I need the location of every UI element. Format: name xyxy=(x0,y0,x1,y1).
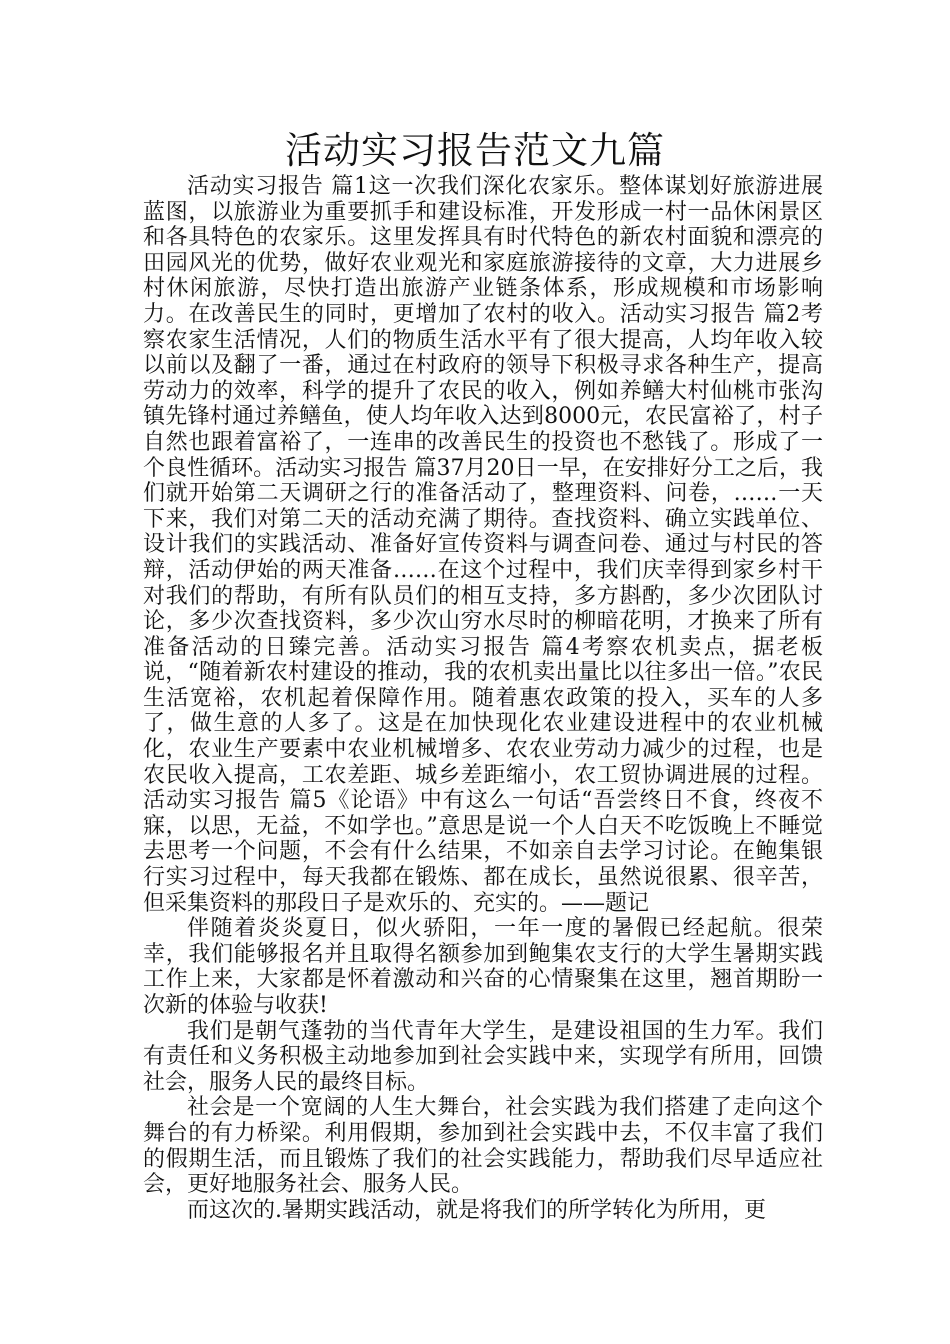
paragraph-3: 我们是朝气蓬勃的当代青年大学生，是建设祖国的生力军。我们有责任和义务积极主动地参加到社会实践中来，实现学有所用，回馈社会，服务人民的最终目标。 xyxy=(143,1018,823,1095)
paragraph-2: 伴随着炎炎夏日，似火骄阳，一年一度的暑假已经起航。很荣幸，我们能够报名并且取得名额参加到鲍集农支行的大学生暑期实践工作上来，大家都是怀着激动和兴奋的心情聚集在这里，翘首期盼一次新的体验与收获! xyxy=(143,916,823,1018)
paragraph-5: 而这次的.暑期实践活动，就是将我们的所学转化为所用，更 xyxy=(187,1197,766,1223)
paragraph-1: 活动实习报告 篇1这一次我们深化农家乐。整体谋划好旅游进展蓝图，以旅游业为重要抓手和建设标准，开发形成一村一品休闲景区和各具特色的农家乐。这里发挥具有时代特色的新农村面貌和漂亮的田园风光的优势，做好农业观光和家庭旅游接待的文章，大力进展乡村休闲旅游，尽快打造出旅游产业链条体系，形成规模和市场影响力。在改善民生的同时，更增加了农村的收入。活动实习报告 篇2考察农家生活情况，人们的物质生活水平有了很大提高，人均年收入较以前以及翻了一番，通过在村政府的领导下积极寻求各种生产，提高劳动力的效率，科学的提升了农民的收入，例如养鳝大村仙桃市张沟镇先锋村通过养鳝鱼，使人均年收入达到8000元，农民富裕了，村子自然也跟着富裕了，一连串的改善民生的投资也不愁钱了。形成了一个良性循环。活动实习报告 篇37月20日一早，在安排好分工之后，我们就开始第二天调研之行的准备活动了，整理资料、问卷，……一天下来，我们对第二天的活动充满了期待。查找资料、确立实践单位、设计我们的实践活动、准备好宣传资料与调查问卷、通过与村民的答辩，活动伊始的两天准备……在这个过程中，我们庆幸得到家乡村干对我们的帮助，有所有队员们的相互支持，多方斟酌，多少次团队讨论，多少次查找资料，多少次山穷水尽时的柳暗花明，才换来了所有准备活动的日臻完善。活动实习报告 篇4考察农机卖点，据老板说，“随着新农村建设的推动，我的农机卖出量比以往多出一倍。”农民生活宽裕，农机起着保障作用。随着惠农政策的投入，买车的人多了，做生意的人多了。这是在加快现化农业建设进程中的农业机械化，农业生产要素中农业机械增多、农农业劳动力减少的过程，也是农民收入提高，工农差距、城乡差距缩小，农工贸协调进展的过程。活动实习报告 篇5《论语》中有这么一句话“吾尝终日不食，终夜不寐，以思，无益，不如学也。”意思是说一个人白天不吃饭晚上不睡觉去思考一个问题，不会有什么结果，不如亲自去学习讨论。在鲍集银行实习过程中，每天我都在锻炼、都在成长，虽然说很累、很辛苦，但采集资料的那段日子是欢乐的、充实的。——题记 xyxy=(143,174,823,916)
document-body xyxy=(143,174,823,1223)
document-title: 活动实习报告范文九篇 xyxy=(285,129,665,172)
paragraph-4: 社会是一个宽阔的人生大舞台，社会实践为我们搭建了走向这个舞台的有力桥梁。利用假期，参加到社会实践中去，不仅丰富了我们的假期生活，而且锻炼了我们的社会实践能力，帮助我们尽早适应社会，更好地服务社会、服务人民。 xyxy=(143,1095,823,1198)
